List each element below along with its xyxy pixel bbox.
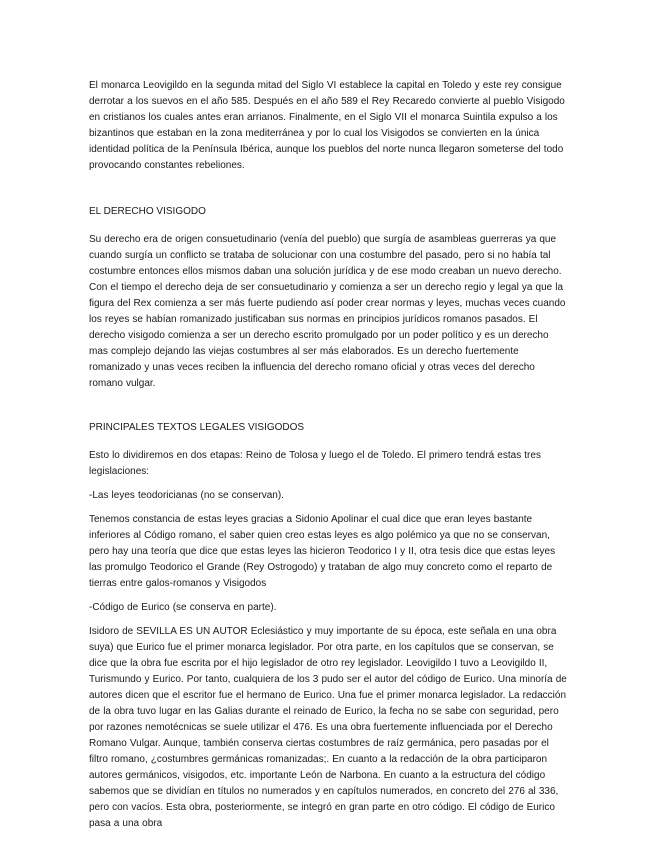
paragraph-intro: El monarca Leovigildo en la segunda mitad del Siglo VI establece la capital en Toledo y este rey consigue derrotar a los suevos en el año 585. Después en el año 589 el Rey Recaredo convierte al pueblo Visigodo en cristianos los cuales antes eran arrianos. Finalmente, en el Siglo VII el monarca Suintila expulso a los bizantinos que estaban en la zona mediterránea y por lo cual los Visigodos se convierten en la única identidad política de la Península Ibérica, aunque los pueblos del norte nunca llegaron someterse del todo provocando constantes rebeliones. — [89, 80, 565, 171]
paragraph-constancia: Tenemos constancia de estas leyes gracias a Sidonio Apolinar el cual dice que eran leyes bastante inferiores al Código romano, el saber quien creo estas leyes es algo polémico ya que no se conservan, pero hay una teoría que dice que estas leyes las hicieron Teodorico I y II, otra tesis dice que estas leyes las promulgo Teodorico el Grande (Rey Ostrogodo) y trataban de algo muy concreto como el reparto de tierras entre galos-romanos y Visigodos — [89, 514, 556, 589]
spacer — [89, 182, 567, 204]
paragraph-etapas: Esto lo dividiremos en dos etapas: Reino de Tolosa y luego el de Toledo. El primero tendrá estas tres legislaciones: — [89, 450, 541, 477]
section-heading-derecho-visigodo: EL DERECHO VISIGODO — [89, 206, 206, 217]
paragraph-codigo-eurico: -Código de Eurico (se conserva en parte). — [89, 602, 277, 613]
document-page — [89, 78, 567, 840]
paragraph-isidoro: Isidoro de SEVILLA ES UN AUTOR Eclesiástico y muy importante de su época, este señala en una obra suya) que Eurico fue el primer monarca legislador. Por otra parte, en los capítulos que se conservan, se dice que la obra fue escrita por el hijo legislador de otro rey legislador. Leovigildo I tuvo a Leovigildo II, Turismundo y Eurico. Por tanto, cualquiera de los 3 pudo ser el autor del código de Eurico. Una minoría de autores dicen que el escritor fue el hermano de Eurico. Una fue el primer monarca legislador. La redacción de la obra tuvo lugar en las Galias durante el reinado de Eurico, la fecha no se sabe con seguridad, pero por razones nemotécnicas se suele utilizar el 476. Es una obra fuertemente influenciada por el Derecho Romano Vulgar. Aunque, también conserva ciertas costumbres de raíz germánica, pero pasadas por el filtro romano, ¿costumbres germánicas romanizadas;. En cuanto a la redacción de la obra participaron autores germánicos, visigodos, etc. importante León de Narbona. En cuanto a la estructura del código sabemos que se dividían en títulos no numerados y en capítulos numerados, en concreto del 276 al 336, pero con vacíos. Esta obra, posteriormente, se integró en gran parte en otro código. El código de Eurico pasa a una obra — [89, 626, 567, 829]
section-heading-textos-legales: PRINCIPALES TEXTOS LEGALES VISIGODOS — [89, 422, 305, 433]
paragraph-derecho: Su derecho era de origen consuetudinario (venía del pueblo) que surgía de asambleas guerreras ya que cuando surgía un conflicto se trataba de solucionar con una costumbre del pasado, pero si no había tal costumbre entonces ellos mismos daban una solución jurídica y de ese modo creaban un nuevo derecho. Con el tiempo el derecho deja de ser consuetudinario y comienza a ser un derecho regio y legal ya que la figura del Rex comienza a ser más fuerte pudiendo así poder crear normas y leyes, muchas veces cuando los reyes se habían romanizado justificaban sus normas en principios jurídicos romanos pasados. El derecho visigodo comienza a ser un derecho escrito promulgado por un poder político y es un derecho mas complejo dejando las viejas costumbres al ser más elaborados. Es un derecho fuertemente romanizado y unas veces reciben la influencia del derecho romano oficial y otras veces del derecho romano vulgar. — [89, 234, 566, 389]
spacer — [89, 400, 567, 420]
paragraph-leyes-teodoricianas: -Las leyes teodoricianas (no se conservan). — [89, 490, 284, 501]
